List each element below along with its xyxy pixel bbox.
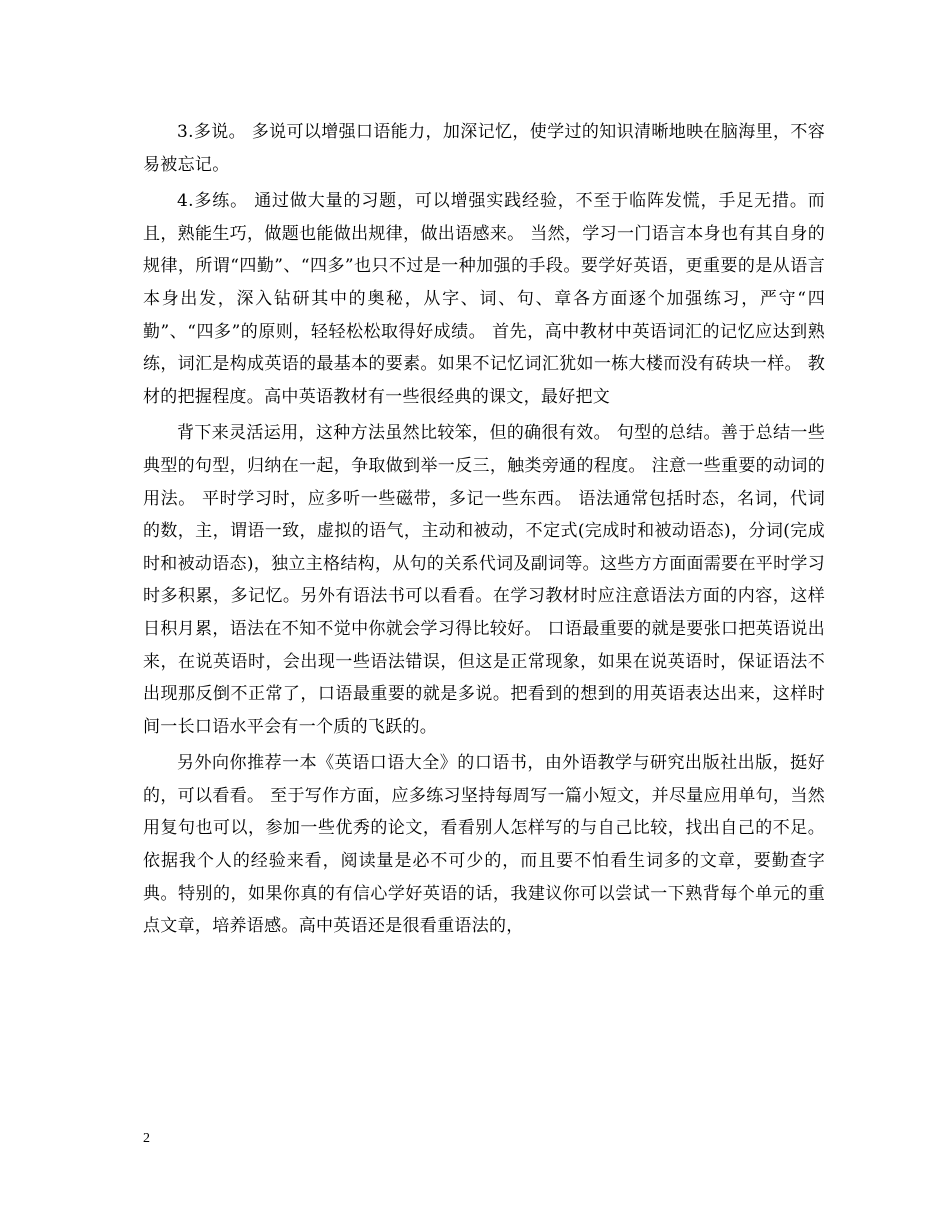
page-number: 2	[143, 1131, 150, 1146]
paragraph-speak-more: 3.多说。 多说可以增强口语能力，加深记忆，使学过的知识清晰地映在脑海里，不容易被忘记。	[143, 122, 825, 175]
paragraph-practice-more: 4.多练。 通过做大量的习题，可以增强实践经验，不至于临阵发慌，手足无措。而且，熟能生巧，做题也能做出规律，做出语感来。 当然，学习一门语言本身也有其自身的规律，所谓“四勤”、“四多”也只不过是一种加强的手段。要学好英语，更重要的是从语言本身出发，深入钻研其中的奥秘，从字、词、句、章各方面逐个加强练习，严守“四勤”、“四多”的原则，轻轻松松取得好成绩。 首先，高中教材中英语词汇的记忆应达到熟练，词汇是构成英语的最基本的要素。如果不记忆词汇犹如一栋大楼而没有砖块一样。 教材的把握程度。高中英语教材有一些很经典的课文，最好把文	[143, 191, 825, 407]
paragraph-grammar: 背下来灵活运用，这种方法虽然比较笨，但的确很有效。 句型的总结。善于总结一些典型的句型，归纳在一起，争取做到举一反三，触类旁通的程度。 注意一些重要的动词的用法。 平时学习时，应多听一些磁带，多记一些东西。 语法通常包括时态，名词，代词的数，主，谓语一致，虚拟的语气，主动和被动，不定式(完成时和被动语态)，分词(完成时和被动语态)，独立主格结构，从句的关系代词及副词等。这些方方面面需要在平时学习时多积累，多记忆。另外有语法书可以看看。在学习教材时应注意语法方面的内容，这样日积月累，语法在不知不觉中你就会学习得比较好。 口语最重要的就是要张口把英语说出来，在说英语时，会出现一些语法错误，但这是正常现象，如果在说英语时，保证语法不出现那反倒不正常了，口语最重要的就是多说。把看到的想到的用英语表达出来，这样时间一长口语水平会有一个质的飞跃的。	[143, 423, 825, 737]
paragraph-writing-reading: 另外向你推荐一本《英语口语大全》的口语书，由外语教学与研究出版社出版，挺好的，可以看看。 至于写作方面，应多练习坚持每周写一篇小短文，并尽量应用单句，当然用复句也可以，参加一些优秀的论文，看看别人怎样写的与自己比较，找出自己的不足。 依据我个人的经验来看，阅读量是必不可少的，而且要不怕看生词多的文章，要勤查字典。特别的，如果你真的有信心学好英语的话，我建议你可以尝试一下熟背每个单元的重点文章，培养语感。高中英语还是很看重语法的，	[143, 753, 825, 937]
body-text	[143, 116, 825, 943]
